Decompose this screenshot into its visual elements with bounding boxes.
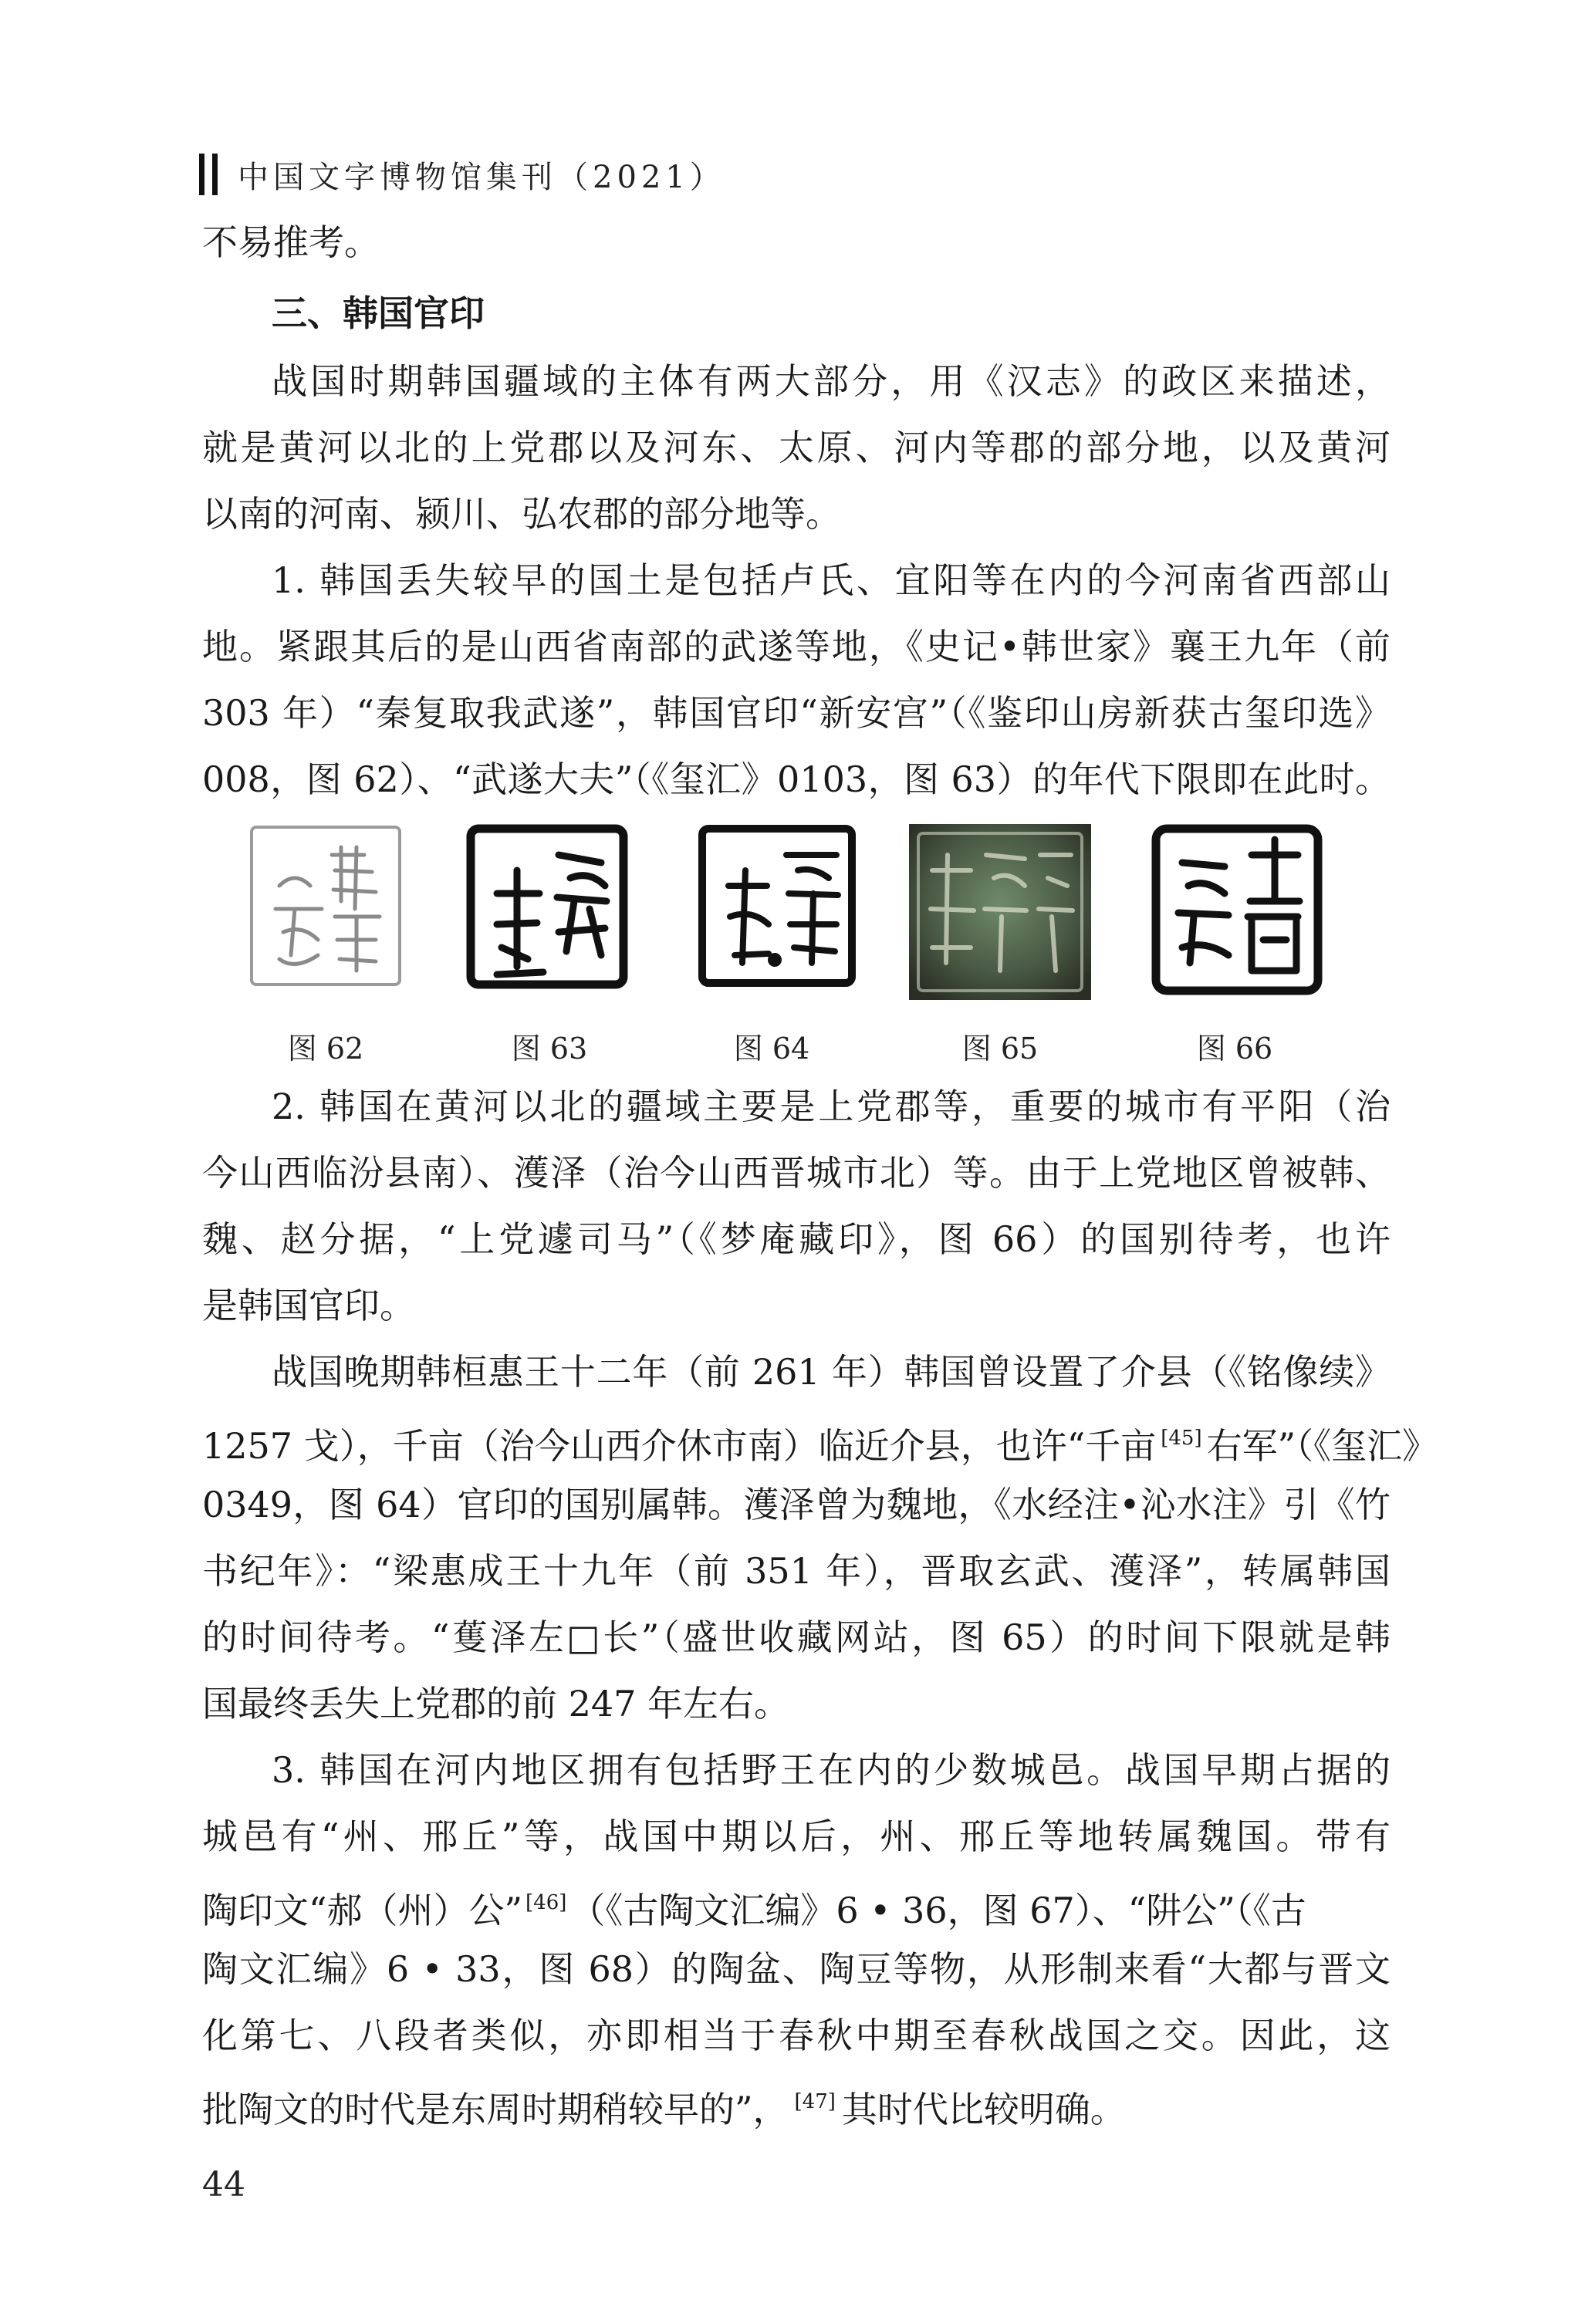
seal-66-image — [1151, 824, 1323, 995]
section-heading: 三、韩国官印 — [272, 292, 485, 334]
figure-caption-65: 图 65 — [961, 1032, 1039, 1066]
paragraph-line: 魏、赵分据，“上党遽司马”（《梦庵藏印》，图 66）的国别待考，也许 — [202, 1218, 1391, 1260]
paragraph-line-with-footnote — [202, 1415, 1438, 1469]
paragraph-line: 以南的河南、颍川、弘农郡的部分地等。 — [202, 493, 841, 535]
line-text-tail: （《古陶文汇编》6 • 36，图 67）、“阱公”（《古 — [569, 1890, 1306, 1931]
paragraph-line: 3. 韩国在河内地区拥有包括野王在内的少数城邑。战国早期占据的 — [272, 1749, 1391, 1791]
paragraph-line: 战国时期韩国疆域的主体有两大部分，用《汉志》的政区来描述， — [272, 360, 1391, 402]
seal-63-image — [466, 824, 628, 989]
figure-caption-64: 图 64 — [733, 1032, 810, 1066]
seal-figure-65 — [909, 824, 1091, 1000]
paragraph-line: 2. 韩国在黄河以北的疆域主要是上党郡等，重要的城市有平阳（治 — [272, 1086, 1391, 1127]
paragraph-line: 化第七、八段者类似，亦即相当于春秋中期至春秋战国之交。因此，这 — [202, 2015, 1391, 2056]
line-text: 1257 戈），千亩（治今山西介休市南）临近介县，也许“千亩 — [202, 1425, 1157, 1467]
footnote-ref-46: [46] — [525, 1891, 567, 1914]
paragraph-line: 今山西临汾县南）、濩泽（治今山西晋城市北）等。由于上党地区曾被韩、 — [202, 1152, 1391, 1194]
figure-caption-66: 图 66 — [1196, 1032, 1273, 1066]
paragraph-line: 的时间待考。“蒦泽左□长”（盛世收藏网站，图 65）的时间下限就是韩 — [202, 1616, 1391, 1658]
line-text: 批陶文的时代是东周时期稍较早的”， — [202, 2089, 789, 2130]
paragraph-line: 城邑有“州、邢丘”等，战国中期以后，州、邢丘等地转属魏国。带有 — [202, 1816, 1391, 1857]
line-text-tail: 其时代比较明确。 — [841, 2089, 1126, 2130]
footnote-ref-47: [47] — [794, 2090, 836, 2113]
line-text-tail: 右军”（《玺汇》 — [1206, 1425, 1438, 1467]
seal-figure-66 — [1151, 824, 1323, 995]
header-bar-mark — [199, 154, 218, 195]
paragraph-line-with-footnote — [202, 2079, 1391, 2133]
paragraph-line: 战国晚期韩桓惠王十二年（前 261 年）韩国曾设置了介县（《铭像续》 — [272, 1351, 1391, 1393]
paragraph-line: 地。紧跟其后的是山西省南部的武遂等地，《史记•韩世家》襄王九年（前 — [202, 626, 1391, 667]
running-header — [199, 151, 725, 198]
paragraph-line: 303 年）“秦复取我武遂”，韩国官印“新安宫”（《鉴印山房新获古玺印选》 — [202, 692, 1391, 734]
seal-62-image — [248, 824, 403, 988]
seal-figure-62 — [248, 824, 403, 988]
paragraph-line: 就是黄河以北的上党郡以及河东、太原、河内等郡的部分地，以及黄河 — [202, 427, 1391, 468]
seal-figure-63 — [466, 824, 628, 989]
paragraph-line: 不易推考。 — [202, 221, 380, 263]
figure-caption-63: 图 63 — [511, 1032, 588, 1066]
line-text: 陶印文“郝（州）公” — [202, 1890, 523, 1931]
paragraph-line: 陶文汇编》6 • 33，图 68）的陶盆、陶豆等物，从形制来看“大都与晋文 — [202, 1948, 1391, 1990]
seal-65-image — [909, 824, 1091, 1000]
paragraph-line: 是韩国官印。 — [202, 1285, 415, 1326]
paragraph-line-with-footnote — [202, 1880, 1391, 1934]
paragraph-line: 国最终丢失上党郡的前 247 年左右。 — [202, 1683, 790, 1724]
paragraph-line: 0349，图 64）官印的国别属韩。濩泽曾为魏地，《水经注•沁水注》引《竹 — [202, 1484, 1391, 1525]
footnote-ref-45: [45] — [1161, 1427, 1202, 1450]
paragraph-line: 008，图 62）、“武遂大夫”（《玺汇》0103，图 63）的年代下限即在此时。 — [202, 758, 1391, 800]
page-number: 44 — [202, 2165, 245, 2204]
journal-title: 中国文字博物馆集刊（2021） — [238, 159, 725, 195]
figure-caption-62: 图 62 — [287, 1032, 364, 1066]
paragraph-line: 1. 韩国丢失较早的国土是包括卢氏、宜阳等在内的今河南省西部山 — [272, 559, 1391, 601]
seal-figure-64 — [698, 824, 857, 988]
seal-64-image — [698, 824, 857, 988]
paragraph-line: 书纪年》：“梁惠成王十九年（前 351 年），晋取玄武、濩泽”，转属韩国 — [202, 1550, 1391, 1592]
seal-figure-row — [0, 824, 1595, 1066]
